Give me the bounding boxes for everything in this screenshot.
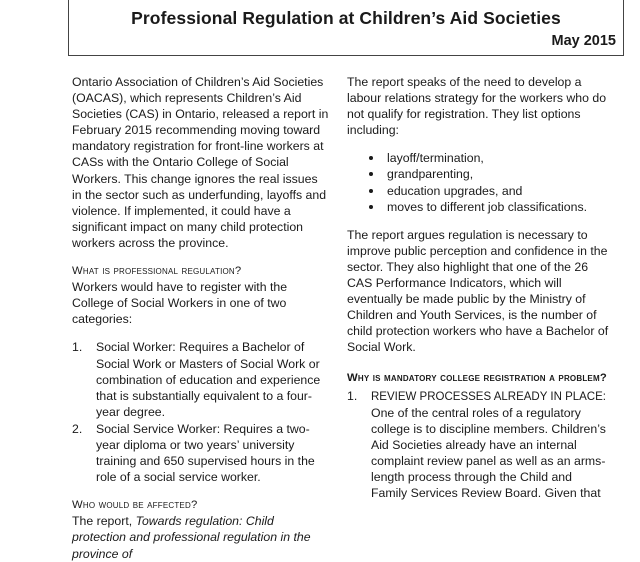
list-item-text: One of the central roles of a regulatory college is to discipline members. Children’s Aid Societies already have an internal complaint review panel as well as an arms-length process through the Child and Family Services Review Board. Given that — [371, 405, 606, 501]
left-column — [72, 74, 330, 562]
list-item — [347, 388, 609, 502]
bullet-icon — [369, 205, 373, 209]
bullet-icon — [369, 172, 373, 176]
bullet-text: layoff/termination, — [387, 151, 484, 166]
list-item-text: Social Worker: Requires a Bachelor of Social Work or Masters of Social Work or combination of education and experience that is substantially equivalent to a four-year degree. — [96, 340, 321, 419]
document-date: May 2015 — [551, 33, 616, 49]
document-title: Professional Regulation at Children’s Aid Societies — [131, 8, 561, 28]
regulation-argument-paragraph: The report argues regulation is necessary to improve public perception and confidence in the sector. They also highlight that one of the 26 CAS Performance Indicators, which will eventually be made public by the Ministry of Children and Youth Services, is the number of child protection workers who have a Bachelor of Social Work. — [347, 227, 609, 355]
bullet-item — [347, 183, 609, 199]
bullet-icon — [369, 156, 373, 160]
categories-paragraph: Workers would have to register with the College of Social Workers in one of two categories: — [72, 280, 288, 327]
list-item — [72, 339, 330, 419]
bullet-item — [347, 150, 609, 166]
list-item — [72, 421, 330, 485]
list-number: 1. — [347, 388, 358, 403]
bullet-icon — [369, 189, 373, 193]
list-item-heading: REVIEW PROCESSES ALREADY IN PLACE: — [371, 390, 606, 403]
intro-paragraph: Ontario Association of Children’s Aid Societies (OACAS), which represents Children’s Aid Societies (CAS) in Ontario, released a report in February 2015 recommending moving toward mandatory registration for front-line workers at CASs with the Ontario College of Social Workers. This change ignores the real issues in the sector such as underfunding, layoffs and violence. If implemented, it could have a significant impact on many child protection workers across the province. — [72, 75, 329, 250]
section-heading-why-problem: Why is mandatory college registration a problem? — [347, 371, 607, 384]
options-bullet-list — [347, 150, 609, 214]
bullet-text: grandparenting, — [387, 167, 474, 182]
report-prefix: The report, — [72, 514, 136, 529]
right-column — [347, 74, 609, 502]
problems-list — [347, 388, 609, 502]
bullet-text: education upgrades, and — [387, 183, 523, 198]
section-heading-what-is-regulation: What is professional regulation? — [72, 265, 242, 278]
list-number: 2. — [72, 421, 83, 436]
bullet-item — [347, 199, 609, 215]
bullet-item — [347, 166, 609, 182]
section-heading-who-affected: Who would be affected? — [72, 499, 198, 512]
report-title-italic: Towards regulation: Child protection and professional regulation in the province of — [72, 514, 311, 561]
list-number: 1. — [72, 340, 83, 355]
list-item-text: Social Service Worker: Requires a two-year diploma or two years’ university training and 650 supervised hours in the role of a social service worker. — [96, 421, 315, 485]
registration-categories-list — [72, 339, 330, 485]
labour-strategy-paragraph: The report speaks of the need to develop a labour relations strategy for the workers who do not qualify for registration. They list options including: — [347, 75, 607, 138]
bullet-text: moves to different job classifications. — [387, 199, 588, 214]
report-paragraph — [72, 513, 330, 561]
